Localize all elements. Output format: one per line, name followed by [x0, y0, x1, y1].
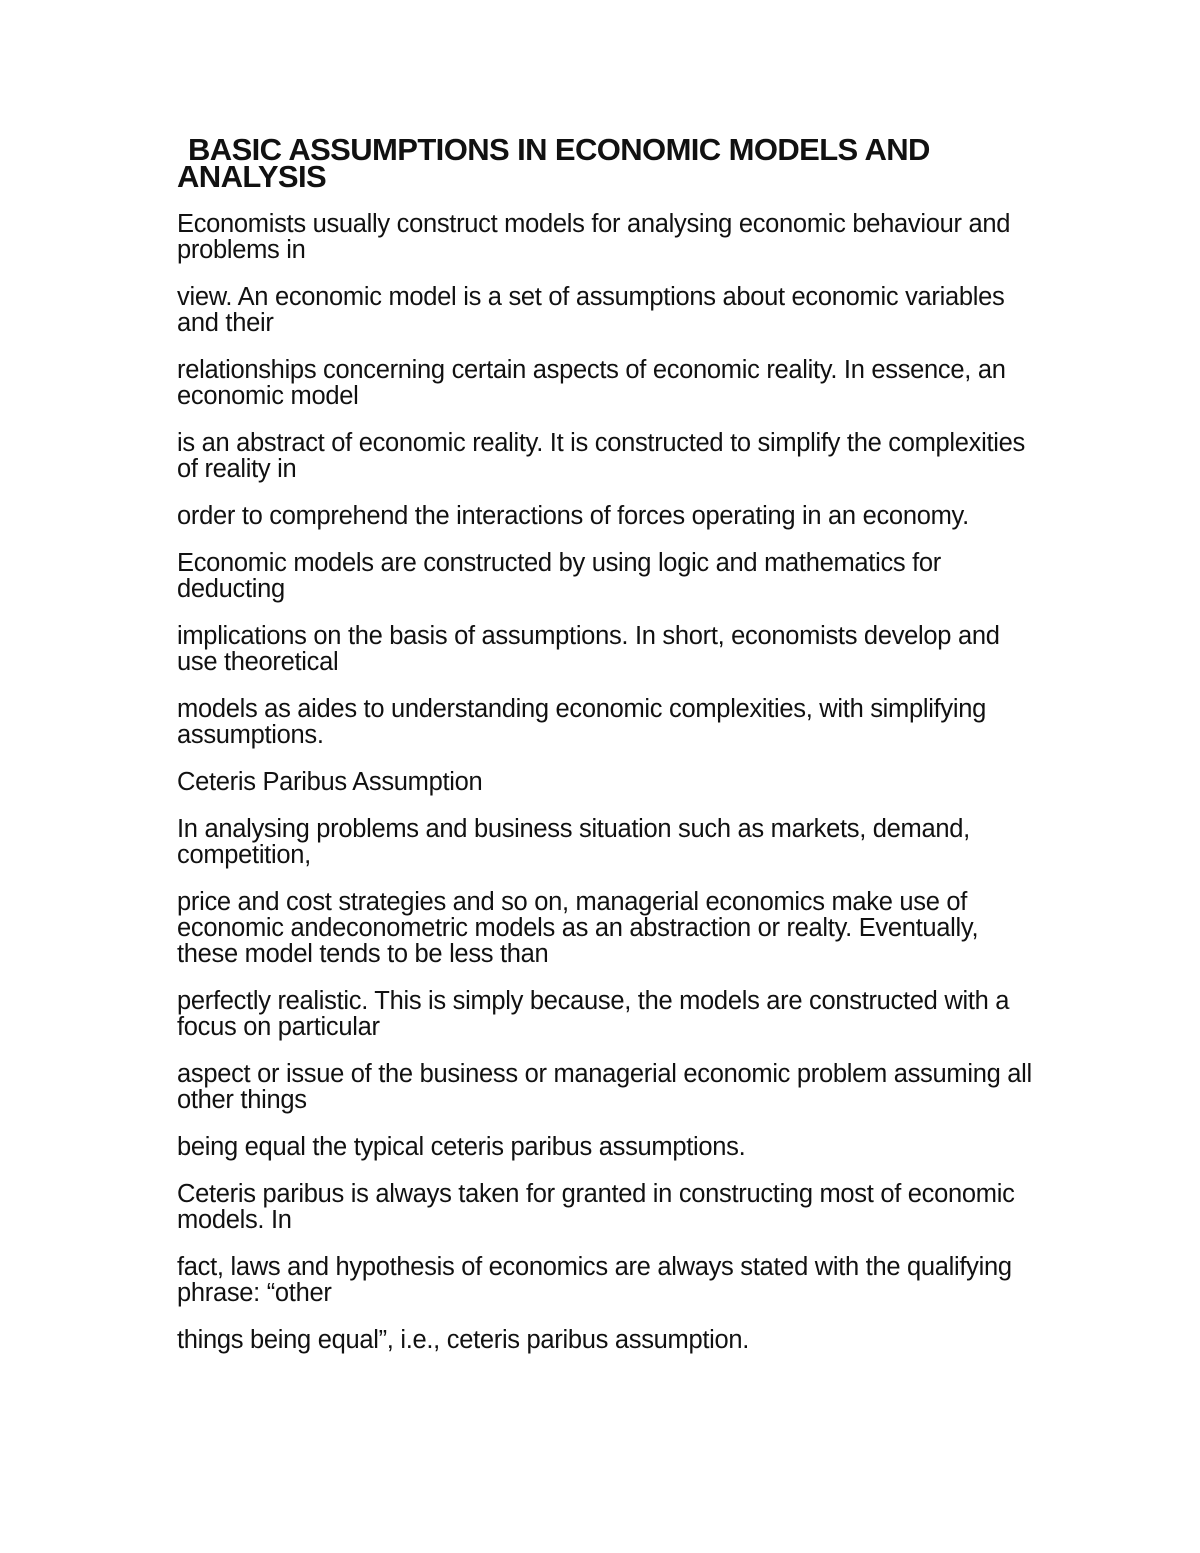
paragraph: price and cost strategies and so on, managerial economics make use of economic andeconometric models as an abstraction or realty. Eventually, these model tends to be less than — [177, 888, 979, 968]
document-title: BASIC ASSUMPTIONS IN ECONOMIC MODELS AND ANALYSIS — [177, 132, 930, 194]
document-body — [177, 132, 1037, 1374]
paragraph: In analysing problems and business situation such as markets, demand, competition, — [177, 815, 970, 869]
paragraph: relationships concerning certain aspects of economic reality. In essence, an economic model — [177, 356, 1006, 410]
paragraph: Economic models are constructed by using logic and mathematics for deducting — [177, 549, 941, 603]
paragraph: perfectly realistic. This is simply because, the models are constructed with a focus on particular — [177, 987, 1010, 1041]
paragraph: things being equal”, i.e., ceteris paribus assumption. — [177, 1326, 750, 1354]
paragraph: fact, laws and hypothesis of economics are always stated with the qualifying phrase: “other — [177, 1253, 1012, 1307]
paragraph: implications on the basis of assumptions. In short, economists develop and use theoretical — [177, 622, 1000, 676]
paragraph: Ceteris paribus is always taken for granted in constructing most of economic models. In — [177, 1180, 1015, 1234]
paragraph: view. An economic model is a set of assumptions about economic variables and their — [177, 283, 1005, 337]
paragraph: models as aides to understanding economic complexities, with simplifying assumptions. — [177, 695, 986, 749]
paragraph: being equal the typical ceteris paribus assumptions. — [177, 1133, 746, 1161]
paragraph: aspect or issue of the business or managerial economic problem assuming all other things — [177, 1060, 1032, 1114]
paragraph: Economists usually construct models for analysing economic behaviour and problems in — [177, 210, 1011, 264]
paragraph: is an abstract of economic reality. It is constructed to simplify the complexities of reality in — [177, 429, 1025, 483]
paragraph: order to comprehend the interactions of forces operating in an economy. — [177, 502, 969, 530]
section-heading: Ceteris Paribus Assumption — [177, 768, 483, 796]
